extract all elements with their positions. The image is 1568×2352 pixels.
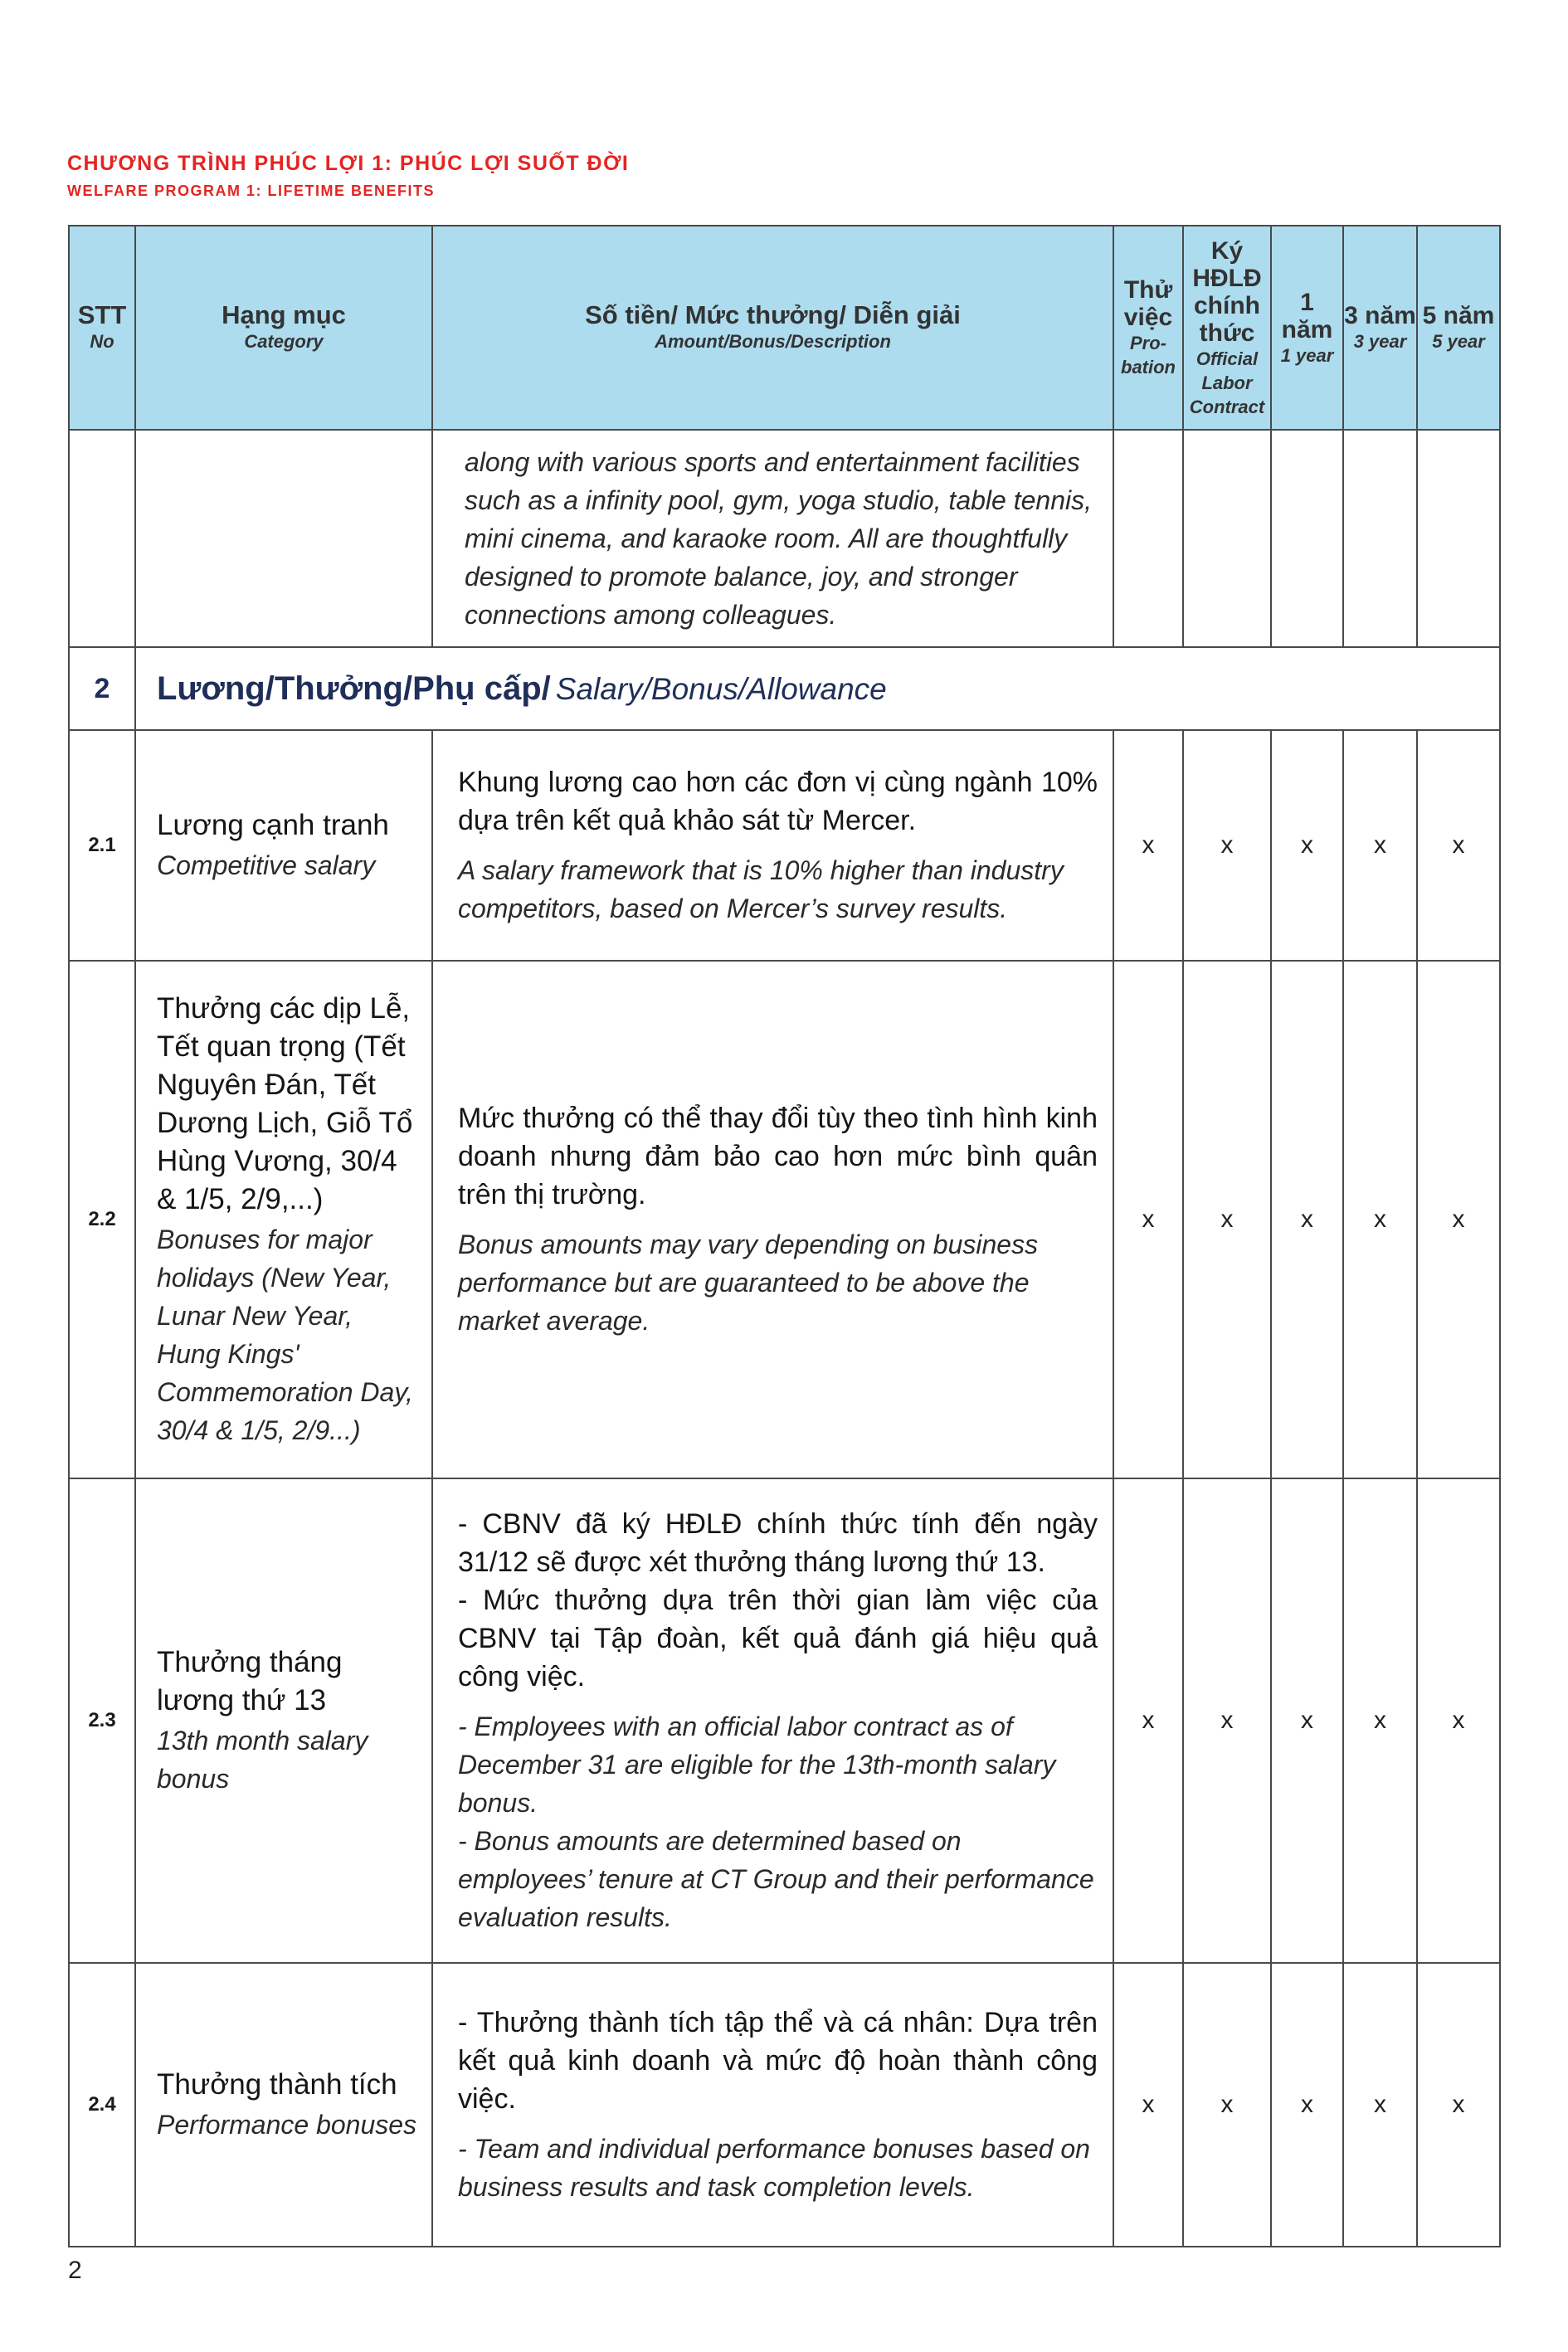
eligibility-mark: x <box>1113 730 1183 961</box>
description-vi: - CBNV đã ký HĐLĐ chính thức tính đến ngày 31/12 sẽ được xét thưởng tháng lương thứ 13. - Mức thưởng dựa trên thời gian làm việc của CBNV tại Tập đoàn, kết quả đánh giá hiệu quả công việc. <box>458 1508 1098 1692</box>
eligibility-mark: x <box>1343 1478 1417 1963</box>
column-header-official-contract <box>1183 226 1271 430</box>
column-header-label: 1 năm <box>1281 288 1333 343</box>
eligibility-mark: x <box>1343 730 1417 961</box>
column-header-1-year <box>1271 226 1343 430</box>
eligibility-mark: x <box>1417 1963 1500 2247</box>
empty-cell <box>1271 430 1343 647</box>
eligibility-mark: x <box>1183 1478 1271 1963</box>
column-header-sublabel: Amount/Bonus/Description <box>655 331 891 352</box>
column-header-sublabel: 1 year <box>1280 344 1334 366</box>
column-header-label: 5 năm <box>1422 302 1495 329</box>
column-header-label: Ký HĐLĐ chính thức <box>1192 236 1262 347</box>
description-cell <box>432 1478 1113 1963</box>
empty-cell <box>135 430 432 647</box>
eligibility-mark: x <box>1417 1478 1500 1963</box>
row-number: 2.1 <box>69 730 135 961</box>
eligibility-mark: x <box>1343 961 1417 1478</box>
table-header-row <box>69 226 1500 430</box>
description-cell <box>432 1963 1113 2247</box>
eligibility-mark: x <box>1183 730 1271 961</box>
empty-cell <box>1343 430 1417 647</box>
category-cell <box>135 730 432 961</box>
column-header-probation <box>1113 226 1183 430</box>
category-label-en: Performance bonuses <box>157 2110 417 2140</box>
category-label-vi: Lương cạnh tranh <box>157 809 389 841</box>
page-number: 2 <box>68 2257 82 2284</box>
eligibility-mark: x <box>1183 1963 1271 2247</box>
table-row <box>69 1478 1500 1963</box>
eligibility-mark: x <box>1271 961 1343 1478</box>
eligibility-mark: x <box>1271 1478 1343 1963</box>
category-label-vi: Thưởng các dịp Lễ, Tết quan trọng (Tết Nguyên Đán, Tết Dương Lịch, Giỗ Tổ Hùng Vương, 30/4 & 1/5, 2/9,...) <box>157 992 413 1215</box>
column-header-label: Số tiền/ Mức thưởng/ Diễn giải <box>585 300 961 329</box>
column-header-5-year <box>1417 226 1500 430</box>
category-cell <box>135 1478 432 1963</box>
table-row <box>69 730 1500 961</box>
section-title-vi: Lương/Thưởng/Phụ cấp/ <box>157 670 551 707</box>
program-subtitle: WELFARE PROGRAM 1: LIFETIME BENEFITS <box>67 183 436 199</box>
column-header-stt <box>69 226 135 430</box>
empty-cell <box>1113 430 1183 647</box>
program-title: CHƯƠNG TRÌNH PHÚC LỢI 1: PHÚC LỢI SUỐT ĐỜI <box>67 152 630 175</box>
column-header-sublabel: 3 year <box>1353 331 1407 352</box>
column-header-category <box>135 226 432 430</box>
table-row <box>69 1963 1500 2247</box>
column-header-amount <box>432 226 1113 430</box>
eligibility-mark: x <box>1271 1963 1343 2247</box>
description-en: A salary framework that is 10% higher than industry competitors, based on Mercer’s survey results. <box>458 855 1064 923</box>
section-row <box>69 647 1500 730</box>
column-header-sublabel: Category <box>244 331 324 352</box>
table-row <box>69 961 1500 1478</box>
column-header-sublabel: 5 year <box>1432 331 1485 352</box>
row-number: 2.3 <box>69 1478 135 1963</box>
category-label-en: Competitive salary <box>157 850 376 880</box>
benefit-rows <box>69 730 1500 2247</box>
row-number: 2.2 <box>69 961 135 1478</box>
eligibility-mark: x <box>1183 961 1271 1478</box>
column-header-label: Hạng mục <box>222 300 346 329</box>
column-header-sublabel: Official Labor Contract <box>1189 348 1265 417</box>
eligibility-mark: x <box>1113 1963 1183 2247</box>
column-header-label: STT <box>77 300 127 329</box>
description-vi: - Thưởng thành tích tập thể và cá nhân: Dựa trên kết quả kinh doanh và mức độ hoàn thành công việc. <box>458 2007 1098 2115</box>
column-header-label: 3 năm <box>1344 302 1416 329</box>
category-cell <box>135 1963 432 2247</box>
column-header-label: Thử việc <box>1123 276 1173 331</box>
section-number: 2 <box>69 647 135 730</box>
eligibility-mark: x <box>1417 961 1500 1478</box>
category-label-en: Bonuses for major holidays (New Year, Lunar New Year, Hung Kings' Commemoration Day, 30/4 & 1/5, 2/9...) <box>157 1225 413 1445</box>
column-header-sublabel: Pro-bation <box>1121 333 1176 377</box>
benefits-table <box>68 225 1501 2247</box>
eligibility-mark: x <box>1417 730 1500 961</box>
description-en: Bonus amounts may vary depending on business performance but are guaranteed to be above the market average. <box>458 1230 1039 1336</box>
eligibility-mark: x <box>1343 1963 1417 2247</box>
category-label-vi: Thưởng thành tích <box>157 2068 397 2101</box>
description-cell <box>432 961 1113 1478</box>
empty-cell <box>1183 430 1271 647</box>
category-label-vi: Thưởng tháng lương thứ 13 <box>157 1646 343 1717</box>
column-header-sublabel: No <box>90 331 114 352</box>
category-label-en: 13th month salary bonus <box>157 1726 368 1794</box>
section-title <box>135 647 1500 730</box>
category-cell <box>135 961 432 1478</box>
column-header-3-year <box>1343 226 1417 430</box>
description-en: - Employees with an official labor contract as of December 31 are eligible for the 13th-month salary bonus. - Bonus amounts are determined based on employees’ tenure at CT Group and their performance evaluation results. <box>458 1712 1094 1932</box>
description-vi: Mức thưởng có thể thay đổi tùy theo tình hình kinh doanh nhưng đảm bảo cao hơn mức bình quân trên thị trường. <box>458 1103 1098 1210</box>
description-cell <box>432 730 1113 961</box>
description-en: - Team and individual performance bonuses based on business results and task completion levels. <box>458 2134 1090 2202</box>
eligibility-mark: x <box>1271 730 1343 961</box>
eligibility-mark: x <box>1113 961 1183 1478</box>
empty-cell <box>69 430 135 647</box>
row-number: 2.4 <box>69 1963 135 2247</box>
empty-cell <box>1417 430 1500 647</box>
continuation-text: along with various sports and entertainment facilities such as a infinity pool, gym, yoga studio, table tennis, mini cinema, and karaoke room. All are thoughtfully designed to promote balance, joy, and stronger connections among colleagues. <box>432 430 1113 647</box>
section-title-en: Salary/Bonus/Allowance <box>555 671 887 706</box>
eligibility-mark: x <box>1113 1478 1183 1963</box>
description-vi: Khung lương cao hơn các đơn vị cùng ngành 10% dựa trên kết quả khảo sát từ Mercer. <box>458 767 1098 836</box>
continuation-row <box>69 430 1500 647</box>
